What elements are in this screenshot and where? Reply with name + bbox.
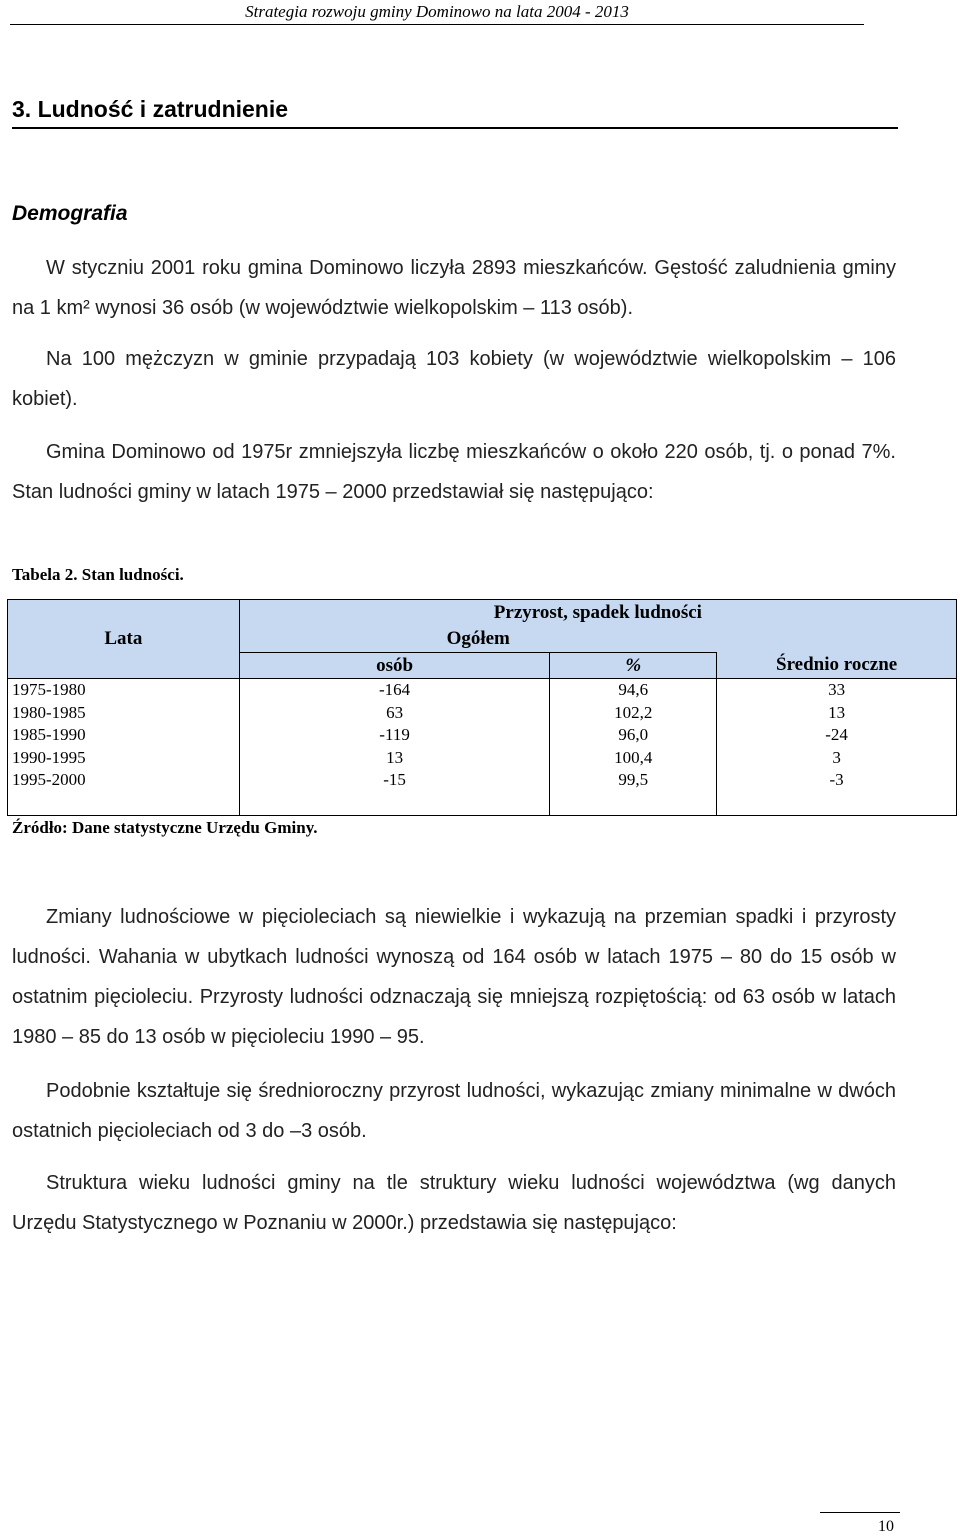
cell-osob: -15: [239, 769, 550, 792]
cell-pct: 102,2: [550, 702, 717, 725]
cell-years: 1985-1990: [8, 724, 240, 747]
cell-osob: 13: [239, 747, 550, 770]
cell-avg: 3: [717, 747, 957, 770]
running-header: Strategia rozwoju gminy Dominowo na lata 2004 - 2013: [10, 2, 864, 25]
table-row: [8, 747, 957, 770]
cell-avg: -3: [717, 769, 957, 792]
footer-rule: [820, 1512, 900, 1513]
paragraph-decline: Gmina Dominowo od 1975r zmniejszyła liczbę mieszkańców o około 220 osób, tj. o ponad 7%. Stan ludności gminy w latach 1975 – 2000 przedstawiał się następująco:: [12, 441, 896, 503]
table-caption: Tabela 2. Stan ludności.: [12, 565, 184, 584]
cell-pct: 100,4: [550, 747, 717, 770]
header-osob: osób: [239, 653, 550, 679]
header-ogolem: Ogółem: [239, 627, 716, 653]
cell-years: 1990-1995: [8, 747, 240, 770]
cell-empty: [550, 792, 717, 816]
cell-osob: -164: [239, 679, 550, 702]
paragraph-population: W styczniu 2001 roku gmina Dominowo liczyła 2893 mieszkańców. Gęstość zaludnienia gminy na 1 km² wynosi 36 osób (w województwie wielkopolskim – 113 osób).: [12, 257, 896, 319]
cell-years: 1995-2000: [8, 769, 240, 792]
cell-pct: 94,6: [550, 679, 717, 702]
cell-avg: -24: [717, 724, 957, 747]
cell-empty: [8, 792, 240, 816]
table-bottom-row: [8, 792, 957, 816]
paragraph-average: Podobnie kształtuje się średnioroczny przyrost ludności, wykazując zmiany minimalne w dwóch ostatnich pięcioleciach od 3 do –3 osób.: [12, 1080, 896, 1142]
table-row: [8, 724, 957, 747]
population-table: [7, 599, 957, 816]
header-pct: %: [550, 653, 717, 679]
cell-osob: 63: [239, 702, 550, 725]
table-row: [8, 702, 957, 725]
cell-avg: 13: [717, 702, 957, 725]
paragraph-changes: Zmiany ludnościowe w pięcioleciach są niewielkie i wykazują na przemian spadki i przyrosty ludności. Wahania w ubytkach ludności wynoszą od 164 osób w latach 1975 – 80 do 15 osób w ostatnim pięcioleciu. Przyrosty ludności odznaczają się mniejszą rozpiętością: od 63 osób w latach 1980 – 85 do 13 osób w pięcioleciu 1990 – 95.: [12, 906, 896, 1048]
header-srednio: Średnio roczne: [717, 653, 957, 679]
header-group: Przyrost, spadek ludności: [239, 600, 956, 627]
page-number: 10: [878, 1518, 894, 1535]
cell-pct: 99,5: [550, 769, 717, 792]
cell-osob: -119: [239, 724, 550, 747]
section-title: 3. Ludność i zatrudnienie: [12, 96, 898, 129]
cell-empty: [717, 792, 957, 816]
cell-empty: [239, 792, 550, 816]
table-source: Źródło: Dane statystyczne Urzędu Gminy.: [12, 818, 318, 837]
paragraph-age-structure: Struktura wieku ludności gminy na tle struktury wieku ludności województwa (wg danych Urzędu Statystycznego w Poznaniu w 2000r.) przedstawia się następująco:: [12, 1172, 896, 1234]
header-spacer: [717, 627, 957, 653]
paragraph-gender-ratio: Na 100 mężczyzn w gminie przypadają 103 kobiety (w województwie wielkopolskim – 106 kobiet).: [12, 348, 896, 410]
cell-pct: 96,0: [550, 724, 717, 747]
header-lata: Lata: [8, 600, 240, 679]
cell-years: 1975-1980: [8, 679, 240, 702]
subsection-title: Demografia: [12, 202, 128, 225]
table-row: [8, 679, 957, 702]
cell-avg: 33: [717, 679, 957, 702]
cell-years: 1980-1985: [8, 702, 240, 725]
table-row: [8, 769, 957, 792]
